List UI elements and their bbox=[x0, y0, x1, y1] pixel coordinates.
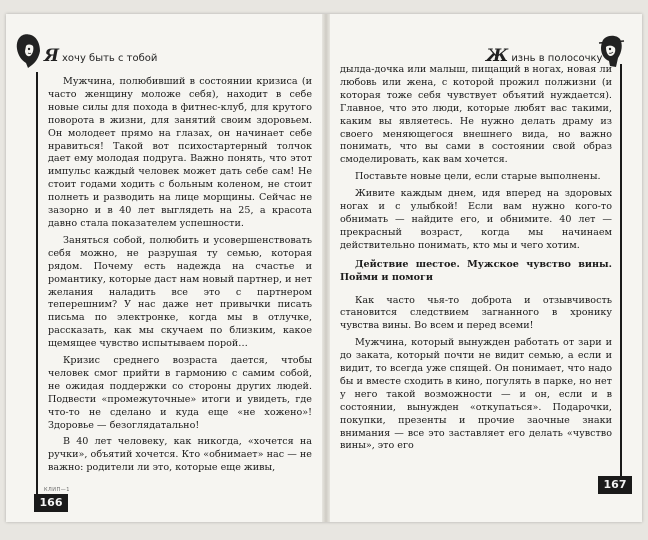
left-vertical-rule bbox=[36, 72, 38, 502]
left-running-head bbox=[14, 32, 314, 72]
right-vertical-rule bbox=[620, 64, 622, 476]
left-header-initial: Я bbox=[44, 46, 59, 66]
left-paragraph-4: В 40 лет человеку, как никогда, «хочется на ручки», объятий хочется. Кто «обнимает» нас — не важно: родители ли это, которые еще живы, bbox=[48, 436, 312, 474]
right-header-rest: изнь в полосочку bbox=[511, 53, 603, 64]
left-header-title bbox=[44, 46, 157, 66]
section-heading: Действие шестое. Мужское чувство вины. Пойми и помоги bbox=[340, 258, 612, 283]
right-paragraph-3: Живите каждым днем, идя вперед на здоровых ногах и с улыбкой! Если вам нужно кого-то обнимать — найдите его, и обнимите. 40 лет — прекрасный возраст, когда мы начинаем действительно понимать, кто мы и чего хотим. bbox=[340, 188, 612, 251]
right-paragraph-1: дылда-дочка или малыш, пищащий в ногах, новая ли любовь или жена, с которой прожил полжизни (и которая тоже себя чувствует объятий нуждается). Главное, что это люди, которые любят вас такими, каким вы являетесь. Не нужно делать драму из своего меняющегося внешнего вида, но важно понимать, что вы сами в состоянии свой образ смоделировать, как вам хочется. bbox=[340, 64, 612, 166]
left-footer-note: КЛИП—1 bbox=[44, 487, 70, 493]
left-page-number: 166 bbox=[34, 494, 68, 512]
right-body-text bbox=[340, 64, 612, 457]
right-paragraph-2: Поставьте новые цели, если старые выполнены. bbox=[355, 171, 601, 183]
woman-profile-icon bbox=[14, 32, 44, 70]
left-header-rest: хочу быть с тобой bbox=[62, 53, 158, 64]
book-spread bbox=[6, 14, 642, 522]
right-page-number: 167 bbox=[598, 476, 632, 494]
right-paragraph-4: Как часто чья-то доброта и отзывчивость становится следствием загнанного в хронику чувства вины. Во всем и перед всеми! bbox=[340, 294, 612, 332]
right-header-title bbox=[486, 46, 602, 66]
left-paragraph-1: Мужчина, полюбивший в состоянии кризиса (и часто женщину моложе себя), находит в себе новые силы для похода в фитнес-клуб, для крутого поворота в жизни, для занятий своим здоровьем. Он молодеет прямо на глазах, он начинает себе нравиться! Такой вот психостартерный толчок дает ему молодая подруга. Важно понять, что этот импульс каждый человек может дать себе сам! Не стоит годами ходить с больным коленом, не стоит полнеть и разводить на лице морщины. Сейчас не зазорно и в 40 лет выглядеть на 25, а красота давно стала показателем успешности. bbox=[48, 76, 312, 229]
left-paragraph-2: Заняться собой, полюбить и усовершенствовать себя можно, не разрушая ту семью, которая рядом. Почему есть надежда на счастье и романтику, которые даст нам новый партнер, и нет желания наладить все это с партнером теперешним? У нас даже нет привычки писать письма по электронке, когда мы в отлучке, рассказать, как мы скучаем по близким, какое щемящее чувство испытываем порой… bbox=[48, 234, 312, 350]
right-page bbox=[328, 14, 642, 522]
left-paragraph-3: Кризис среднего возраста дается, чтобы человек смог прийти в гармонию с самим собой, не ожидая поддержки со стороны других людей. Подвести «промежуточные» итоги и увидеть, где что-то не сделано и куда еще «не хожено»! Здоровье — безоглядатально! bbox=[48, 355, 312, 431]
right-header-initial: Ж bbox=[486, 46, 509, 66]
right-paragraph-5: Мужчина, который вынужден работать от зари и до заката, который почти не видит семью, а если и видит, то всегда уже спящей. Он понимает, что надо бы и вместе сходить в кино, погулять в парке, но нет у него такой возможности — и он, если и в состоянии, вынужден «откупаться». Подарочки, покупки, презенты и прочие заочные знаки внимания — все это заставляет его делать «чувство вины», это его bbox=[340, 337, 612, 452]
left-body-text bbox=[48, 76, 312, 479]
left-page bbox=[6, 14, 324, 522]
